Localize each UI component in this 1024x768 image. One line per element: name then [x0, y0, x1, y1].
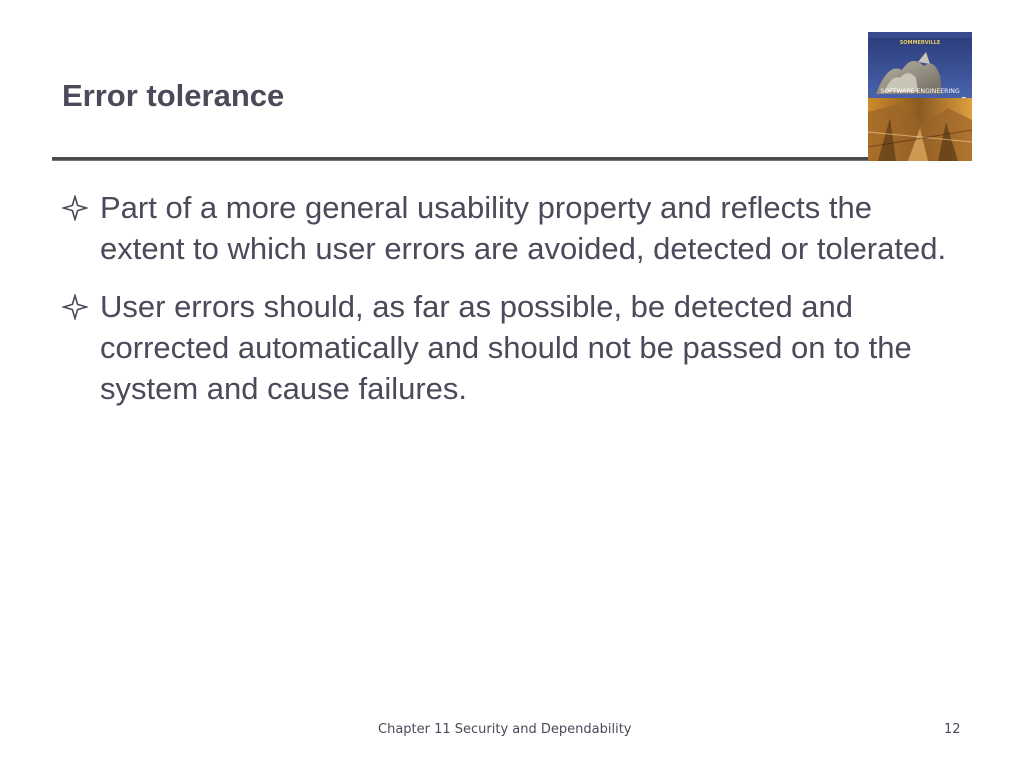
book-cover-image: [868, 32, 972, 161]
bullet-text: Part of a more general usability property and reflects the extent to which user errors are avoided, detected or tolerated.: [100, 190, 947, 266]
footer-page-number: 12: [944, 722, 961, 737]
book-cover-title: SOFTWARE ENGINEERING: [880, 88, 960, 95]
slide-title: Error tolerance: [62, 78, 285, 113]
bullet-item: [62, 286, 962, 409]
four-point-star-outline-icon: [62, 187, 92, 228]
bullet-list: [62, 187, 962, 426]
four-point-star-outline-icon: [62, 286, 92, 327]
title-divider: [52, 157, 868, 161]
footer-chapter-label: Chapter 11 Security and Dependability: [378, 722, 632, 737]
bullet-item: [62, 187, 962, 269]
book-cover-author: SOMMERVILLE: [899, 40, 941, 46]
bullet-text: User errors should, as far as possible, be detected and corrected automatically and should not be passed on to the system and cause failures.: [100, 289, 912, 406]
